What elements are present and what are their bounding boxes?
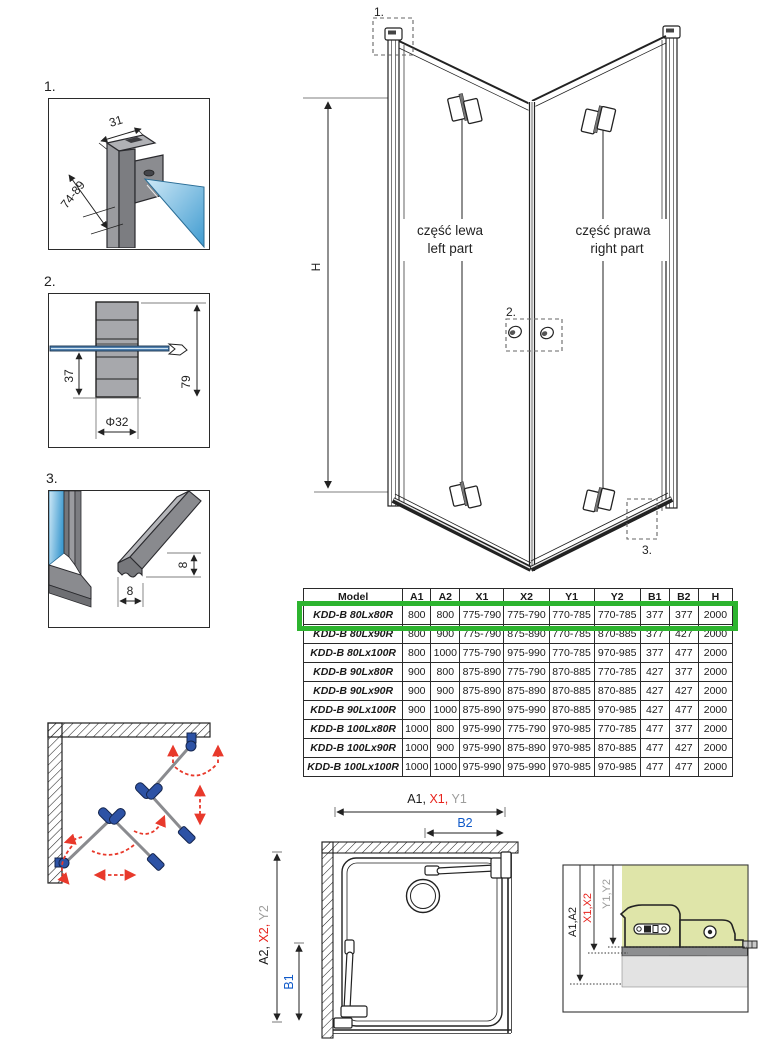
table-row xyxy=(304,663,733,682)
value-cell: 427 xyxy=(640,663,669,682)
value-cell: 975-990 xyxy=(504,644,549,663)
column-header-x2: X2 xyxy=(504,589,549,606)
value-cell: 427 xyxy=(640,682,669,701)
value-cell: 775-790 xyxy=(460,644,504,663)
value-cell: 1000 xyxy=(431,644,460,663)
value-cell: 875-890 xyxy=(504,739,549,758)
right-wall-profile xyxy=(663,26,680,508)
dim-8-horizontal: 8 xyxy=(126,584,134,598)
dim-79: 79 xyxy=(179,375,193,389)
value-cell: 477 xyxy=(669,701,698,720)
value-cell: 2000 xyxy=(698,606,732,625)
value-cell: 975-990 xyxy=(504,758,549,777)
hinge-bottom-left xyxy=(449,479,481,511)
value-cell: 1000 xyxy=(431,701,460,720)
value-cell: 875-890 xyxy=(504,625,549,644)
value-cell: 770-785 xyxy=(594,720,640,739)
height-dimension xyxy=(303,98,392,492)
dim-a2-x2-y2: A2, X2, Y2 xyxy=(257,905,271,965)
value-cell: 975-990 xyxy=(504,701,549,720)
left-bottom-rail xyxy=(393,494,531,569)
door-hardware-top xyxy=(425,852,511,878)
value-cell: 900 xyxy=(431,682,460,701)
detail-1-drawing xyxy=(49,99,208,248)
right-panel-top-edge xyxy=(532,36,666,101)
value-cell: 2000 xyxy=(698,701,732,720)
right-part-label-pl: część prawa xyxy=(575,223,651,238)
profile-band-dark xyxy=(622,947,748,956)
detail-3-label: 3. xyxy=(46,470,58,486)
detail-2-box xyxy=(48,293,210,448)
column-header-model: Model xyxy=(304,589,403,606)
model-cell: KDD-B 100Lx80R xyxy=(304,720,403,739)
value-cell: 875-890 xyxy=(460,701,504,720)
table-row xyxy=(304,644,733,663)
value-cell: 975-990 xyxy=(460,758,504,777)
value-cell: 2000 xyxy=(698,758,732,777)
table-row xyxy=(304,720,733,739)
value-cell: 427 xyxy=(640,701,669,720)
value-cell: 970-985 xyxy=(549,720,594,739)
dim-b1: B1 xyxy=(282,974,296,990)
detail-3-box xyxy=(48,490,210,628)
value-cell: 477 xyxy=(640,739,669,758)
dim-31: 31 xyxy=(107,112,125,130)
column-header-a1: A1 xyxy=(403,589,431,606)
value-cell: 770-785 xyxy=(549,625,594,644)
value-cell: 1000 xyxy=(431,758,460,777)
motion-arrows xyxy=(62,747,218,883)
detail-2-label: 2. xyxy=(44,273,56,289)
dim-8-vertical: 8 xyxy=(176,561,190,569)
value-cell: 900 xyxy=(403,682,431,701)
value-cell: 1000 xyxy=(403,720,431,739)
value-cell: 800 xyxy=(403,606,431,625)
value-cell: 377 xyxy=(669,606,698,625)
mount-detail-diagram xyxy=(558,858,780,1018)
value-cell: 775-790 xyxy=(504,606,549,625)
column-header-y2: Y2 xyxy=(594,589,640,606)
hinge-top-right xyxy=(581,103,616,138)
callout-1-label: 1. xyxy=(374,5,385,19)
dim-37: 37 xyxy=(62,369,76,383)
value-cell: 427 xyxy=(669,739,698,758)
drain xyxy=(407,880,440,913)
value-cell: 870-885 xyxy=(594,625,640,644)
detail-1-label: 1. xyxy=(44,78,56,94)
detail-2-drawing xyxy=(49,294,208,446)
dim-y1y2: Y1,Y2 xyxy=(601,879,613,909)
dim-phi32: Φ32 xyxy=(105,415,129,429)
column-header-b2: B2 xyxy=(669,589,698,606)
left-wall-profile xyxy=(385,28,402,506)
callout-3-label: 3. xyxy=(642,543,653,557)
value-cell: 1000 xyxy=(403,739,431,758)
value-cell: 2000 xyxy=(698,720,732,739)
dim-x1x2: X1,X2 xyxy=(582,893,594,923)
value-cell: 427 xyxy=(669,682,698,701)
value-cell: 770-785 xyxy=(549,606,594,625)
value-cell: 870-885 xyxy=(594,739,640,758)
column-header-a2: A2 xyxy=(431,589,460,606)
value-cell: 2000 xyxy=(698,625,732,644)
value-cell: 1000 xyxy=(403,758,431,777)
value-cell: 970-985 xyxy=(549,739,594,758)
column-header-h: H xyxy=(698,589,732,606)
value-cell: 770-785 xyxy=(549,644,594,663)
hinge-top-left xyxy=(447,90,482,127)
value-cell: 870-885 xyxy=(549,701,594,720)
value-cell: 870-885 xyxy=(549,663,594,682)
value-cell: 477 xyxy=(640,758,669,777)
model-cell: KDD-B 80Lx100R xyxy=(304,644,403,663)
value-cell: 800 xyxy=(403,644,431,663)
knob-right xyxy=(539,325,555,340)
top-view-diagram xyxy=(255,790,535,1044)
dim-74-89: 74-89 xyxy=(57,178,88,211)
value-cell: 377 xyxy=(669,720,698,739)
value-cell: 2000 xyxy=(698,682,732,701)
value-cell: 870-885 xyxy=(594,682,640,701)
size-table-body xyxy=(304,606,733,777)
value-cell: 800 xyxy=(403,625,431,644)
value-cell: 775-790 xyxy=(460,625,504,644)
value-cell: 377 xyxy=(640,644,669,663)
value-cell: 427 xyxy=(669,625,698,644)
size-table-head-row xyxy=(304,589,733,606)
table-row xyxy=(304,701,733,720)
value-cell: 770-785 xyxy=(594,663,640,682)
detail-3-drawing xyxy=(49,491,208,626)
value-cell: 2000 xyxy=(698,663,732,682)
dim-H: H xyxy=(309,262,323,272)
model-cell: KDD-B 100Lx100R xyxy=(304,758,403,777)
table-row xyxy=(304,682,733,701)
value-cell: 2000 xyxy=(698,739,732,758)
model-cell: KDD-B 80Lx80R xyxy=(304,606,403,625)
value-cell: 970-985 xyxy=(594,758,640,777)
value-cell: 377 xyxy=(640,625,669,644)
corner-post xyxy=(529,101,536,571)
model-cell: KDD-B 90Lx100R xyxy=(304,701,403,720)
value-cell: 900 xyxy=(403,701,431,720)
value-cell: 2000 xyxy=(698,644,732,663)
right-part-label-en: right part xyxy=(590,241,644,256)
value-cell: 970-985 xyxy=(594,644,640,663)
size-table xyxy=(303,588,733,777)
value-cell: 800 xyxy=(431,606,460,625)
detail-1-box xyxy=(48,98,210,250)
value-cell: 775-790 xyxy=(460,606,504,625)
wall-profile xyxy=(107,135,163,248)
value-cell: 770-785 xyxy=(594,606,640,625)
value-cell: 875-890 xyxy=(460,682,504,701)
value-cell: 477 xyxy=(669,758,698,777)
folding-schematic xyxy=(30,715,260,960)
table-row xyxy=(304,739,733,758)
value-cell: 875-890 xyxy=(504,682,549,701)
value-cell: 900 xyxy=(403,663,431,682)
table-row xyxy=(304,758,733,777)
column-header-b1: B1 xyxy=(640,589,669,606)
dim-a1a2: A1,A2 xyxy=(567,907,579,937)
column-header-x1: X1 xyxy=(460,589,504,606)
value-cell: 800 xyxy=(431,663,460,682)
value-cell: 975-990 xyxy=(460,720,504,739)
model-cell: KDD-B 90Lx90R xyxy=(304,682,403,701)
value-cell: 870-885 xyxy=(549,682,594,701)
value-cell: 975-990 xyxy=(460,739,504,758)
model-cell: KDD-B 100Lx90R xyxy=(304,739,403,758)
value-cell: 800 xyxy=(431,720,460,739)
callout-2-label: 2. xyxy=(506,305,517,319)
column-header-y1: Y1 xyxy=(549,589,594,606)
value-cell: 477 xyxy=(640,720,669,739)
left-part-label-pl: część lewa xyxy=(416,223,484,238)
left-panel-top-edge xyxy=(399,41,530,104)
glass-and-profile xyxy=(49,491,91,607)
adjustment-pin xyxy=(743,941,757,948)
value-cell: 477 xyxy=(669,644,698,663)
value-cell: 377 xyxy=(669,663,698,682)
value-cell: 875-890 xyxy=(460,663,504,682)
value-cell: 775-790 xyxy=(504,720,549,739)
hinge-bottom-right xyxy=(583,485,615,515)
knob-left xyxy=(507,324,523,339)
model-cell: KDD-B 80Lx90R xyxy=(304,625,403,644)
glass-pane xyxy=(145,179,204,247)
value-cell: 970-985 xyxy=(549,758,594,777)
model-cell: KDD-B 90Lx80R xyxy=(304,663,403,682)
table-row xyxy=(304,606,733,625)
dim-a1-x1-y1: A1, X1, Y1 xyxy=(407,792,467,806)
table-row xyxy=(304,625,733,644)
door-hardware-bottom xyxy=(334,940,367,1028)
dim-b2: B2 xyxy=(457,816,473,830)
value-cell: 900 xyxy=(431,625,460,644)
main-enclosure-diagram xyxy=(300,5,780,583)
value-cell: 900 xyxy=(431,739,460,758)
value-cell: 377 xyxy=(640,606,669,625)
value-cell: 970-985 xyxy=(594,701,640,720)
value-cell: 775-790 xyxy=(504,663,549,682)
profile-band-light xyxy=(622,956,748,987)
left-part-label-en: left part xyxy=(427,241,473,256)
